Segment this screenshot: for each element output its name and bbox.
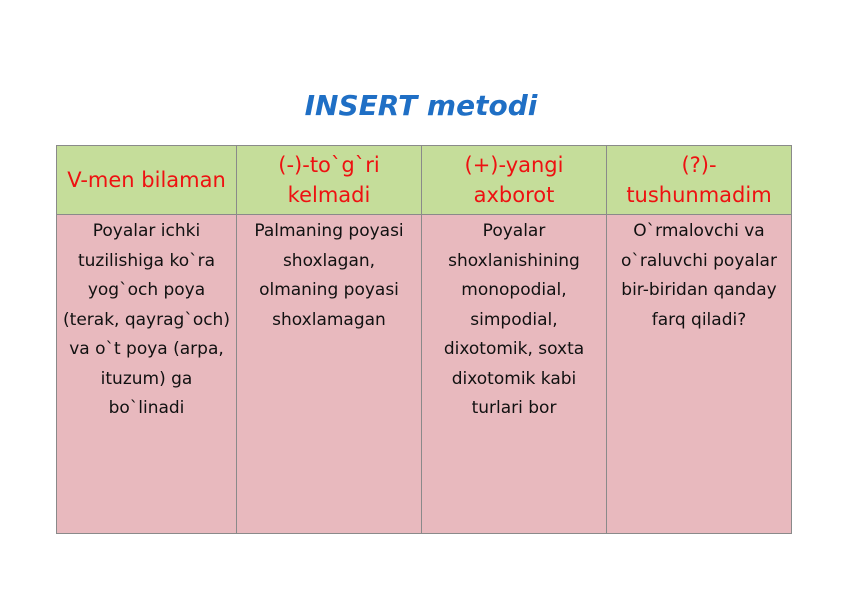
header-cell-bilaman: V-men bilaman	[57, 146, 237, 215]
body-cell-bilaman: Poyalar ichki tuzilishiga ko`ra yog`och poya (terak, qayrag`och) va o`t poya (arpa, ituzum) ga bo`linadi	[57, 215, 237, 534]
body-cell-yangi-axborot: Poyalar shoxlanishining monopodial, simpodial, dixotomik, soxta dixotomik kabi turlari bor	[422, 215, 607, 534]
header-cell-yangi-axborot: (+)-yangi axborot	[422, 146, 607, 215]
table-row	[57, 215, 792, 534]
page-title: INSERT metodi	[304, 89, 538, 122]
body-cell-togri-kelmadi: Palmaning poyasi shoxlagan, olmaning poyasi shoxlamagan	[237, 215, 422, 534]
header-cell-tushunmadim: (?)-tushunmadim	[607, 146, 792, 215]
insert-table	[56, 145, 792, 534]
table-header-row	[57, 146, 792, 215]
header-cell-togri-kelmadi: (-)-to`g`ri kelmadi	[237, 146, 422, 215]
body-cell-tushunmadim: O`rmalovchi va o`raluvchi poyalar bir-biridan qanday farq qiladi?	[607, 215, 792, 534]
